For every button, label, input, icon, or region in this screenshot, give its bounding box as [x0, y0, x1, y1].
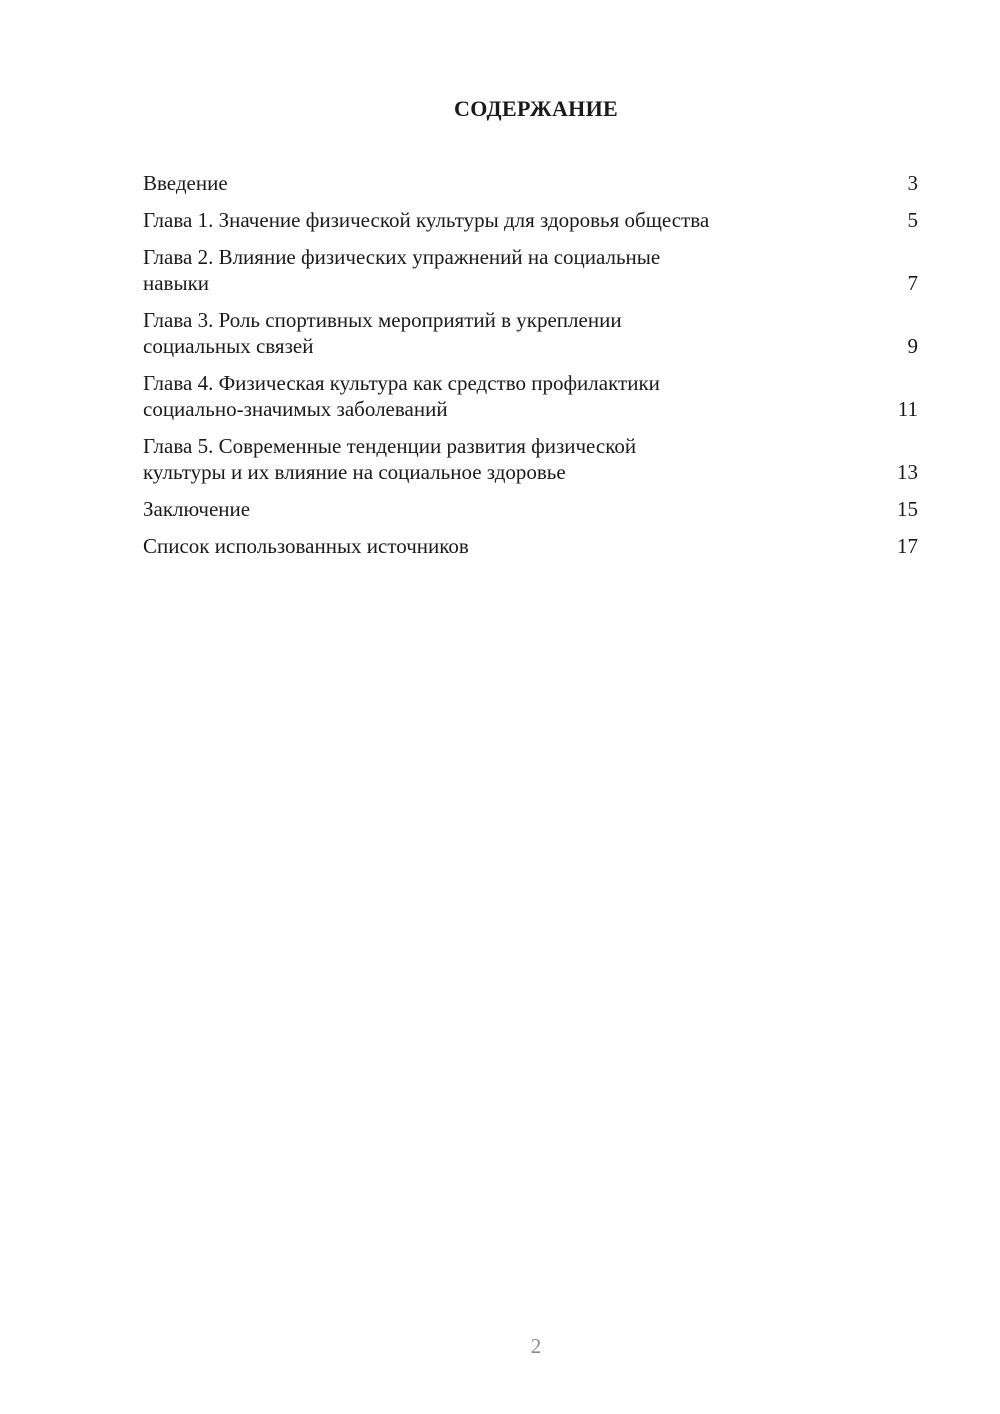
- toc-entry-page: 3: [907, 171, 918, 195]
- toc-entry-title: Глава 3. Роль спортивных мероприятий в укреплении социальных связей: [143, 308, 622, 358]
- toc-entry-page: 13: [897, 460, 918, 484]
- toc-entry: [143, 307, 918, 359]
- toc-entry-page: 5: [907, 208, 918, 232]
- table-of-contents: [143, 170, 918, 570]
- toc-entry-page: 15: [897, 497, 918, 521]
- toc-entry: [143, 207, 918, 233]
- toc-entry-title: Список использованных источников: [143, 534, 469, 558]
- toc-entry: [143, 496, 918, 522]
- page-number: 2: [530, 1334, 542, 1358]
- toc-entry-title: Глава 2. Влияние физических упражнений на социальные навыки: [143, 245, 661, 295]
- toc-entry-title: Глава 4. Физическая культура как средство профилактики социально-значимых заболеваний: [143, 371, 660, 421]
- toc-entry-page: 11: [897, 397, 918, 421]
- toc-entry-title: Глава 1. Значение физической культуры для здоровья общества: [143, 208, 710, 232]
- toc-entry: [143, 244, 918, 296]
- toc-entry-page: 7: [907, 271, 918, 295]
- toc-entry-title: Глава 5. Современные тенденции развития физической культуры и их влияние на социальное здоровье: [143, 434, 637, 484]
- toc-entry-title: Введение: [143, 171, 228, 195]
- toc-entry-title: Заключение: [143, 497, 251, 521]
- page-title: СОДЕРЖАНИЕ: [454, 96, 618, 121]
- toc-entry-page: 17: [897, 534, 918, 558]
- toc-entry: [143, 370, 918, 422]
- toc-entry: [143, 533, 918, 559]
- toc-entry: [143, 433, 918, 485]
- toc-entry-page: 9: [907, 334, 918, 358]
- toc-entry: [143, 170, 918, 196]
